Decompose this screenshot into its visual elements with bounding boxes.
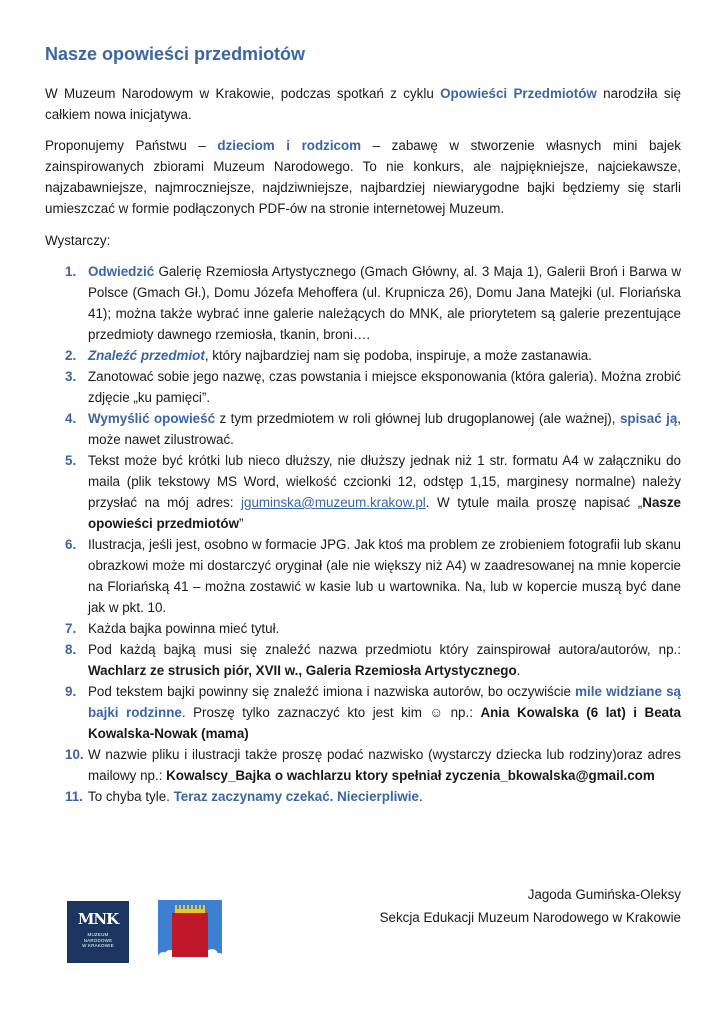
education-section-logo	[158, 900, 222, 964]
list-item: 8. Pod każdą bajką musi się znaleźć nazwa przedmiotu który zainspirował autora/autorów, np.: Wachlarz ze strusich piór, XVII w., Galeria Rzemiosła Artystycznego.	[65, 642, 681, 678]
list-item: 9. Pod tekstem bajki powinny się znaleźć imiona i nazwiska autorów, bo oczywiście mile widziane są bajki rodzinne. Proszę tylko zaznaczyć kto jest kim ☺ np.: Ania Kowalska (6 lat) i Beata Kowalska-Nowak (mama)	[65, 684, 682, 741]
page-title: Nasze opowieści przedmiotów	[45, 44, 306, 64]
list-item: 11. To chyba tyle. Teraz zaczynamy czekać. Niecierpliwie.	[65, 789, 423, 804]
offer-paragraph: Proponujemy Państwu – dzieciom i rodzicom – zabawę w stworzenie własnych mini bajek zainspirowanych zbiorami Muzeum Narodowego. To nie konkurs, ale najpiękniejsze, najciekawsze, najzabawniejsze, najmroczniejsze, najdziwniejsze, najbardziej niewiarygodne bajki będziemy się starli umieszczać w formie podłączonych PDF-ów na stronie internetowej Muzeum.	[45, 138, 681, 216]
museum-logo-mark: MNK	[77, 910, 119, 928]
list-item: 7. Każda bajka powinna mieć tytuł.	[65, 621, 280, 636]
cycle-name: Opowieści Przedmiotów	[440, 86, 597, 101]
red-banner	[172, 913, 208, 957]
email-link[interactable]: jguminska@muzeum.krakow.pl	[241, 495, 426, 510]
crown-icon	[175, 909, 205, 913]
author-organization: Sekcja Edukacji Muzeum Narodowego w Krakowie	[379, 910, 681, 925]
list-item: 10. W nazwie pliku i ilustracji także proszę podać nazwisko (wystarczy dziecka lub rodziny)oraz adres mailowy np.: Kowalscy_Bajka o wachlarzu ktory spełniał zyczenia_bkowalska@gmail.com	[65, 747, 681, 783]
intro-paragraph: W Muzeum Narodowym w Krakowie, podczas spotkań z cyklu Opowieści Przedmiotów narodziła się całkiem nowa inicjatywa.	[45, 86, 681, 122]
list-item: 2. Znaleźć przedmiot, który najbardziej nam się podoba, inspiruje, a może zastanawia.	[65, 348, 592, 363]
target-audience: dzieciom i rodzicom	[217, 138, 362, 153]
list-item: 6. Ilustracja, jeśli jest, osobno w formacie JPG. Jak ktoś ma problem ze zrobieniem fotografii lub skanu obrazkowi może mi dostarczyć oryginał (ale nie większy niż A4) w zaadresowanej na mnie kopercie na Floriańską 41 – można zostawić w kasie lub u wartownika. Na, lub w kopercie muszą być dane jak w pkt. 10.	[65, 537, 681, 615]
steps-intro: Wystarczy:	[45, 233, 111, 248]
list-item: 3. Zanotować sobie jego nazwę, czas powstania i miejsce eksponowania (która galeria). Można zrobić zdjęcie „ku pamięci”.	[65, 369, 681, 405]
author-name: Jagoda Gumińska-Oleksy	[527, 887, 681, 902]
signature-block	[380, 883, 681, 929]
museum-logo: MNK MUZEUM NARODOWE W KRAKOWIE	[67, 901, 129, 963]
list-item: 5. Tekst może być krótki lub nieco dłuższy, nie dłuższy jednak niż 1 str. formatu A4 w załączniku do maila (plik tekstowy MS Word, wielkość czcionki 12, odstęp 1,15, marginesy normalne) należy przysłać na mój adres: jguminska@muzeum.krakow.pl. W tytule maila proszę napisać „Nasze opowieści przedmiotów”	[65, 453, 681, 531]
steps-list	[45, 261, 681, 807]
list-item: 1. Odwiedzić Galerię Rzemiosła Artystycznego (Gmach Główny, al. 3 Maja 1), Galerii Broń i Barwa w Polsce (Gmach Gł.), Domu Józefa Mehoffera (ul. Krupnicza 26), Domu Jana Matejki (ul. Floriańska 41); można także wybrać inne galerie należących do MNK, ale priorytetem są galerie prezentujące przedmioty dawnego rzemiosła, tkanin, broni….	[65, 264, 681, 342]
list-item: 4. Wymyślić opowieść z tym przedmiotem w roli głównej lub drugoplanowej (ale ważnej), spisać ją, może nawet zilustrować.	[65, 411, 682, 447]
